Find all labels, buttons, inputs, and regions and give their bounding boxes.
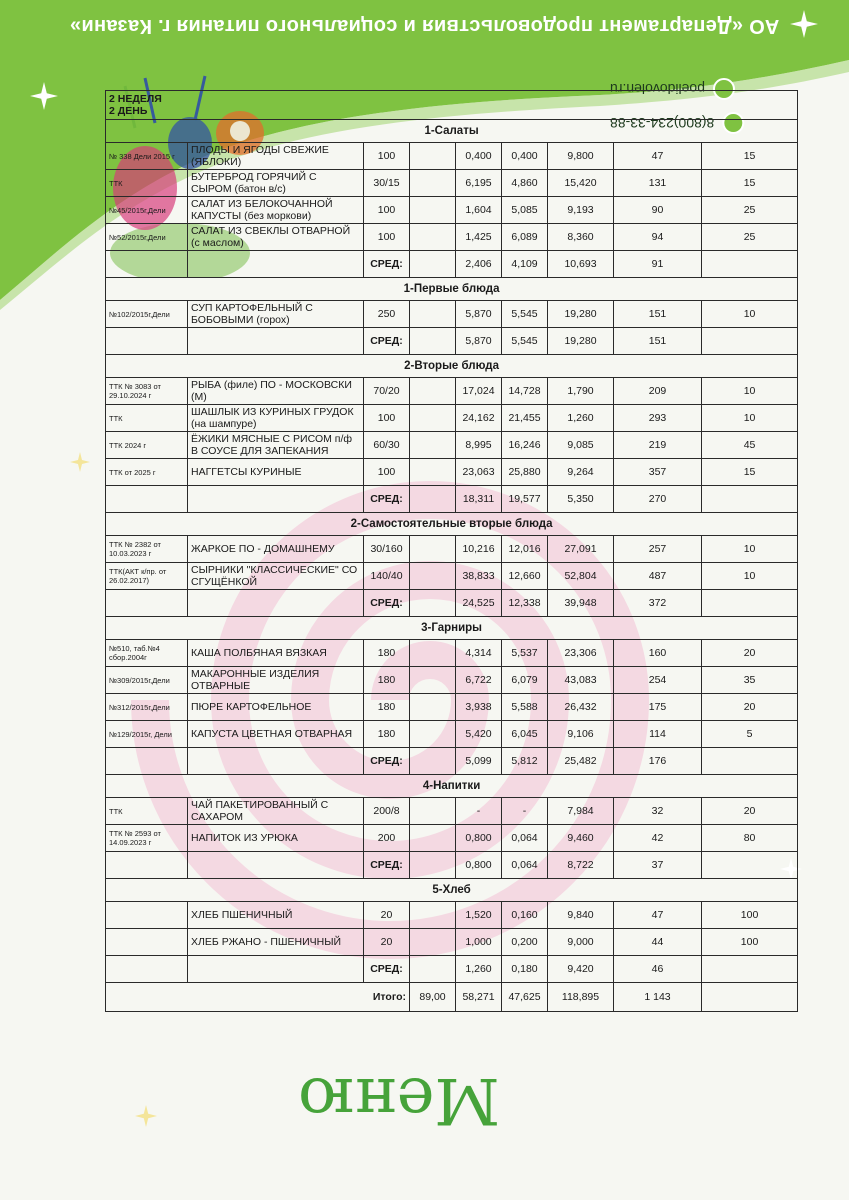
price-cell: 20 [702,798,798,825]
empty-cell [702,251,798,278]
avg-fat-cell: 5,545 [502,328,548,355]
dish-row [106,143,798,170]
fat-cell: 14,728 [502,378,548,405]
fat-cell: 0,160 [502,902,548,929]
portion-cell: 30/160 [364,536,410,563]
org-title: АО «Департамент продовольствия и социального питания г. Казани» [69,15,780,37]
protein-cell: 0,800 [456,825,502,852]
price-cell: 15 [702,459,798,486]
dish-row [106,640,798,667]
avg-kcal-cell: 151 [614,328,702,355]
fat-cell: 0,400 [502,143,548,170]
recipe-ref-cell: №309/2015г,Дели [106,667,188,694]
protein-cell: 3,938 [456,694,502,721]
empty-cell [410,902,456,929]
kcal-cell: 90 [614,197,702,224]
dish-name-cell: ЧАЙ ПАКЕТИРОВАННЫЙ С САХАРОМ [188,798,364,825]
empty-cell [410,224,456,251]
empty-cell [106,328,188,355]
empty-cell [410,251,456,278]
carbs-cell: 43,083 [548,667,614,694]
recipe-ref-cell: №510, таб.№4 сбор.2004г [106,640,188,667]
dish-name-cell: САЛАТ ИЗ СВЕКЛЫ ОТВАРНОЙ (с маслом) [188,224,364,251]
dish-row [106,459,798,486]
empty-cell [702,486,798,513]
section-header-row [106,355,798,378]
total-protein-cell: 58,271 [456,983,502,1012]
price-cell: 35 [702,667,798,694]
avg-carbs-cell: 5,350 [548,486,614,513]
protein-cell: 6,722 [456,667,502,694]
kcal-cell: 175 [614,694,702,721]
carbs-cell: 9,460 [548,825,614,852]
price-cell: 25 [702,197,798,224]
header-row [106,91,798,120]
website-text: poelidovolen.ru [610,81,705,97]
dish-row [106,301,798,328]
carbs-cell: 9,840 [548,902,614,929]
price-cell: 20 [702,640,798,667]
avg-carbs-cell: 9,420 [548,956,614,983]
recipe-ref-cell: №312/2015г,Дели [106,694,188,721]
avg-carbs-cell: 10,693 [548,251,614,278]
protein-cell: 1,425 [456,224,502,251]
kcal-cell: 131 [614,170,702,197]
sparkle-icon [30,82,58,110]
dish-name-cell: НАПИТОК ИЗ УРЮКА [188,825,364,852]
avg-carbs-cell: 39,948 [548,590,614,617]
recipe-ref-cell: №45/2015г,Дели [106,197,188,224]
empty-cell [188,328,364,355]
price-cell: 10 [702,405,798,432]
section-header-row [106,879,798,902]
carbs-cell: 15,420 [548,170,614,197]
empty-cell [188,852,364,879]
phone-text: 8(800)234-33-88 [610,115,715,131]
dish-name-cell: КАПУСТА ЦВЕТНАЯ ОТВАРНАЯ [188,721,364,748]
protein-cell: 8,995 [456,432,502,459]
empty-cell [188,748,364,775]
dish-name-cell: ХЛЕБ РЖАНО - ПШЕНИЧНЫЙ [188,929,364,956]
dish-name-cell: СУП КАРТОФЕЛЬНЫЙ С БОБОВЫМИ (горох) [188,301,364,328]
empty-cell [410,929,456,956]
empty-cell [410,405,456,432]
section-header-row [106,278,798,301]
portion-cell: 60/30 [364,432,410,459]
dish-row [106,197,798,224]
empty-cell [106,748,188,775]
fat-cell: 6,045 [502,721,548,748]
total-label: Итого: [106,983,410,1012]
dish-row [106,694,798,721]
average-label: СРЕД: [364,328,410,355]
portion-cell: 100 [364,197,410,224]
empty-cell [702,328,798,355]
empty-cell [702,748,798,775]
section-title: 4-Напитки [106,775,798,798]
total-row [106,983,798,1012]
fat-cell: 5,085 [502,197,548,224]
fat-cell: - [502,798,548,825]
dish-row [106,405,798,432]
section-title: 5-Хлеб [106,879,798,902]
price-cell: 10 [702,301,798,328]
recipe-ref-cell: ТТК № 2382 от 10.03.2023 г [106,536,188,563]
empty-cell [410,563,456,590]
portion-cell: 200 [364,825,410,852]
avg-protein-cell: 0,800 [456,852,502,879]
kcal-cell: 293 [614,405,702,432]
dish-row [106,902,798,929]
fat-cell: 5,588 [502,694,548,721]
dish-row [106,224,798,251]
fat-cell: 0,200 [502,929,548,956]
price-cell: 80 [702,825,798,852]
carbs-cell: 19,280 [548,301,614,328]
recipe-ref-cell: ТТК 2024 г [106,432,188,459]
recipe-ref-cell: ТТК № 2593 от 14.09.2023 г [106,825,188,852]
empty-cell [188,590,364,617]
carbs-cell: 9,193 [548,197,614,224]
avg-carbs-cell: 19,280 [548,328,614,355]
sparkle-icon [790,10,818,38]
protein-cell: 17,024 [456,378,502,405]
section-header-row [106,120,798,143]
carbs-cell: 52,804 [548,563,614,590]
average-label: СРЕД: [364,748,410,775]
dish-row [106,667,798,694]
average-row [106,486,798,513]
total-kcal-cell: 1 143 [614,983,702,1012]
empty-cell [702,983,798,1012]
menu-table [105,90,798,1012]
avg-fat-cell: 19,577 [502,486,548,513]
kcal-cell: 487 [614,563,702,590]
section-header-row [106,617,798,640]
section-title: 2-Вторые блюда [106,355,798,378]
dish-row [106,798,798,825]
kcal-cell: 47 [614,143,702,170]
menu-title-script: Меню [298,1063,500,1137]
empty-cell [188,251,364,278]
protein-cell: 1,520 [456,902,502,929]
dish-row [106,536,798,563]
week-label: 2 НЕДЕЛЯ [109,93,162,105]
kcal-cell: 47 [614,902,702,929]
protein-cell: 5,420 [456,721,502,748]
price-cell: 15 [702,143,798,170]
empty-cell [410,536,456,563]
empty-cell [106,590,188,617]
kcal-cell: 357 [614,459,702,486]
dish-row [106,432,798,459]
portion-cell: 250 [364,301,410,328]
dish-name-cell: РЫБА (филе) ПО - МОСКОВСКИ (М) [188,378,364,405]
empty-cell [410,432,456,459]
protein-cell: 23,063 [456,459,502,486]
fat-cell: 21,455 [502,405,548,432]
recipe-ref-cell [106,902,188,929]
average-label: СРЕД: [364,486,410,513]
empty-cell [410,378,456,405]
empty-cell [410,486,456,513]
empty-cell [410,721,456,748]
empty-cell [410,170,456,197]
kcal-cell: 44 [614,929,702,956]
kcal-cell: 151 [614,301,702,328]
avg-protein-cell: 2,406 [456,251,502,278]
portion-cell: 180 [364,640,410,667]
protein-cell: 24,162 [456,405,502,432]
section-title: 3-Гарниры [106,617,798,640]
avg-protein-cell: 1,260 [456,956,502,983]
kcal-cell: 94 [614,224,702,251]
dish-row [106,563,798,590]
recipe-ref-cell: ТТК [106,798,188,825]
carbs-cell: 27,091 [548,536,614,563]
protein-cell: 1,604 [456,197,502,224]
empty-cell [702,590,798,617]
empty-cell [410,748,456,775]
price-cell: 10 [702,563,798,590]
sparkle-icon [70,452,90,472]
avg-fat-cell: 0,180 [502,956,548,983]
average-row [106,748,798,775]
dish-name-cell: ПЮРЕ КАРТОФЕЛЬНОЕ [188,694,364,721]
carbs-cell: 9,000 [548,929,614,956]
dish-row [106,825,798,852]
dish-name-cell: ШАШЛЫК ИЗ КУРИНЫХ ГРУДОК (на шампуре) [188,405,364,432]
fat-cell: 12,016 [502,536,548,563]
avg-kcal-cell: 176 [614,748,702,775]
dish-row [106,721,798,748]
section-header-row [106,513,798,536]
empty-cell [188,486,364,513]
dish-name-cell: НАГГЕТСЫ КУРИНЫЕ [188,459,364,486]
protein-cell: 38,833 [456,563,502,590]
portion-cell: 70/20 [364,378,410,405]
total-weight-cell: 89,00 [410,983,456,1012]
empty-cell [410,590,456,617]
kcal-cell: 257 [614,536,702,563]
recipe-ref-cell: ТТК(АКТ к/пр. от 26.02.2017) [106,563,188,590]
dish-row [106,170,798,197]
protein-cell: - [456,798,502,825]
avg-kcal-cell: 270 [614,486,702,513]
average-label: СРЕД: [364,956,410,983]
empty-cell [702,956,798,983]
dish-name-cell: МАКАРОННЫЕ ИЗДЕЛИЯ ОТВАРНЫЕ [188,667,364,694]
empty-cell [188,956,364,983]
empty-cell [410,197,456,224]
carbs-cell: 9,085 [548,432,614,459]
kcal-cell: 32 [614,798,702,825]
empty-cell [106,251,188,278]
average-row [106,590,798,617]
average-label: СРЕД: [364,852,410,879]
fat-cell: 6,079 [502,667,548,694]
price-cell: 15 [702,170,798,197]
avg-kcal-cell: 46 [614,956,702,983]
fat-cell: 12,660 [502,563,548,590]
price-cell: 100 [702,902,798,929]
fat-cell: 6,089 [502,224,548,251]
avg-fat-cell: 5,812 [502,748,548,775]
empty-cell [106,956,188,983]
carbs-cell: 8,360 [548,224,614,251]
sparkle-icon [135,1105,157,1127]
dish-name-cell: БУТЕРБРОД ГОРЯЧИЙ С СЫРОМ (батон в/с) [188,170,364,197]
avg-kcal-cell: 91 [614,251,702,278]
recipe-ref-cell: №52/2015г,Дели [106,224,188,251]
portion-cell: 100 [364,224,410,251]
day-label: 2 ДЕНЬ [109,105,148,117]
kcal-cell: 209 [614,378,702,405]
carbs-cell: 26,432 [548,694,614,721]
kcal-cell: 254 [614,667,702,694]
portion-cell: 20 [364,902,410,929]
carbs-cell: 9,106 [548,721,614,748]
portion-cell: 100 [364,459,410,486]
carbs-cell: 23,306 [548,640,614,667]
dish-name-cell: СЫРНИКИ "КЛАССИЧЕСКИЕ" СО СГУЩЁНКОЙ [188,563,364,590]
portion-cell: 180 [364,694,410,721]
price-cell: 25 [702,224,798,251]
recipe-ref-cell [106,929,188,956]
fat-cell: 16,246 [502,432,548,459]
average-row [106,251,798,278]
empty-cell [410,301,456,328]
empty-cell [106,852,188,879]
carbs-cell: 1,260 [548,405,614,432]
protein-cell: 1,000 [456,929,502,956]
protein-cell: 10,216 [456,536,502,563]
avg-protein-cell: 24,525 [456,590,502,617]
dish-name-cell: КАША ПОЛБЯНАЯ ВЯЗКАЯ [188,640,364,667]
price-cell: 45 [702,432,798,459]
price-cell: 10 [702,378,798,405]
dish-name-cell: ЁЖИКИ МЯСНЫЕ С РИСОМ п/ф В СОУСЕ ДЛЯ ЗАПЕКАНИЯ [188,432,364,459]
average-row [106,328,798,355]
avg-protein-cell: 5,870 [456,328,502,355]
section-title: 1-Первые блюда [106,278,798,301]
portion-cell: 140/40 [364,563,410,590]
recipe-ref-cell: ТТК от 2025 г [106,459,188,486]
portion-cell: 30/15 [364,170,410,197]
section-header-row [106,775,798,798]
recipe-ref-cell: ТТК № 3083 от 29.10.2024 г [106,378,188,405]
recipe-ref-cell: ТТК [106,405,188,432]
empty-cell [702,852,798,879]
kcal-cell: 160 [614,640,702,667]
fat-cell: 25,880 [502,459,548,486]
empty-cell [410,328,456,355]
avg-kcal-cell: 372 [614,590,702,617]
average-label: СРЕД: [364,251,410,278]
section-title: 2-Самостоятельные вторые блюда [106,513,798,536]
dish-name-cell: ЖАРКОЕ ПО - ДОМАШНЕМУ [188,536,364,563]
fat-cell: 4,860 [502,170,548,197]
protein-cell: 6,195 [456,170,502,197]
dish-row [106,929,798,956]
fat-cell: 5,545 [502,301,548,328]
empty-cell [410,956,456,983]
carbs-cell: 9,264 [548,459,614,486]
recipe-ref-cell: №129/2015г, Дели [106,721,188,748]
dish-name-cell: ПЛОДЫ И ЯГОДЫ СВЕЖИЕ (ЯБЛОКИ) [188,143,364,170]
recipe-ref-cell: № 338 Дели 2015 г [106,143,188,170]
avg-carbs-cell: 25,482 [548,748,614,775]
price-cell: 10 [702,536,798,563]
portion-cell: 100 [364,405,410,432]
kcal-cell: 114 [614,721,702,748]
avg-fat-cell: 4,109 [502,251,548,278]
avg-kcal-cell: 37 [614,852,702,879]
protein-cell: 5,870 [456,301,502,328]
price-cell: 100 [702,929,798,956]
total-fat-cell: 47,625 [502,983,548,1012]
carbs-cell: 7,984 [548,798,614,825]
fat-cell: 0,064 [502,825,548,852]
avg-carbs-cell: 8,722 [548,852,614,879]
protein-cell: 0,400 [456,143,502,170]
portion-cell: 200/8 [364,798,410,825]
empty-cell [410,798,456,825]
recipe-ref-cell: ТТК [106,170,188,197]
avg-fat-cell: 0,064 [502,852,548,879]
total-carbs-cell: 118,895 [548,983,614,1012]
kcal-cell: 219 [614,432,702,459]
avg-protein-cell: 5,099 [456,748,502,775]
dish-name-cell: САЛАТ ИЗ БЕЛОКОЧАННОЙ КАПУСТЫ (без моркови) [188,197,364,224]
empty-cell [410,667,456,694]
dish-row [106,378,798,405]
portion-cell: 180 [364,667,410,694]
carbs-cell: 1,790 [548,378,614,405]
carbs-cell: 9,800 [548,143,614,170]
price-cell: 5 [702,721,798,748]
empty-cell [410,825,456,852]
kcal-cell: 42 [614,825,702,852]
average-label: СРЕД: [364,590,410,617]
portion-cell: 100 [364,143,410,170]
price-cell: 20 [702,694,798,721]
average-row [106,956,798,983]
empty-cell [410,459,456,486]
empty-cell [410,640,456,667]
avg-protein-cell: 18,311 [456,486,502,513]
empty-cell [410,694,456,721]
fat-cell: 5,537 [502,640,548,667]
avg-fat-cell: 12,338 [502,590,548,617]
protein-cell: 4,314 [456,640,502,667]
empty-cell [410,852,456,879]
empty-cell [106,486,188,513]
portion-cell: 180 [364,721,410,748]
portion-cell: 20 [364,929,410,956]
empty-cell [410,143,456,170]
dish-name-cell: ХЛЕБ ПШЕНИЧНЫЙ [188,902,364,929]
section-title: 1-Салаты [106,120,798,143]
average-row [106,852,798,879]
recipe-ref-cell: №102/2015г,Дели [106,301,188,328]
